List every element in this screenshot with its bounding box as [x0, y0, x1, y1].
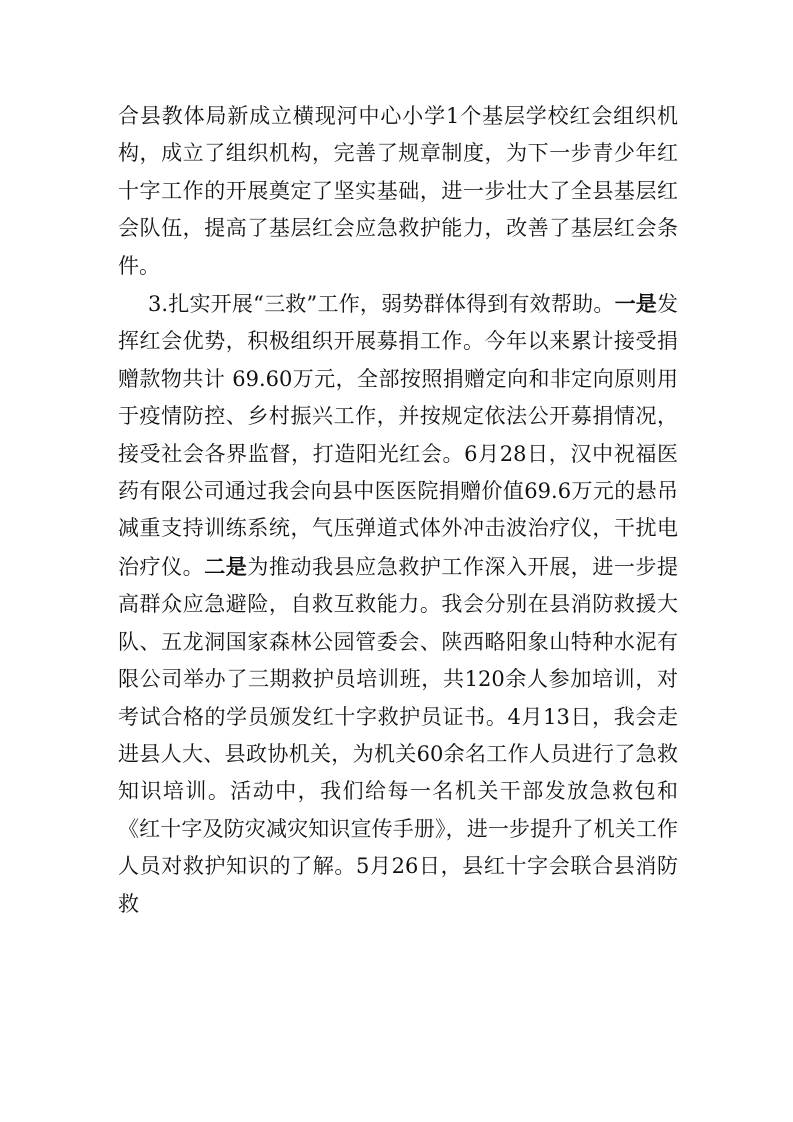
paragraph-continuation	[118, 98, 678, 285]
text-run: 3.扎实开展“三救”工作，弱势群体得到有效帮助。	[148, 292, 615, 317]
text-run: 发挥红会优势，积极组织开展募捐工作。今年以来累计接受捐赠款物共计 69.60万元，全部按照捐赠定向和非定向原则用于疫情防控、乡村振兴工作，并按规定依法公开募捐情况，接受社会各界监督，打造阳光红会。6月28日，汉中祝福医药有限公司通过我会向县中医医院捐赠价值69.6万元的悬吊减重支持训练系统，气压弹道式体外冲击波治疗仪，干扰电治疗仪。	[118, 292, 679, 579]
bold-lead-first: 一是	[614, 291, 658, 317]
text-run: 合县教体局新成立横现河中心小学1个基层学校红会组织机构，成立了组织机构，完善了规章制度，为下一步青少年红十字工作的开展奠定了坚实基础，进一步壮大了全县基层红会队伍，提高了基层红会应急救护能力，改善了基层红会条件。	[118, 104, 678, 278]
bold-lead-second: 二是	[204, 553, 248, 579]
text-run: 为推动我县应急救护工作深入开展，进一步提高群众应急避险，自救互救能力。我会分别在县消防救援大队、五龙洞国家森林公园管委会、陕西略阳象山特种水泥有限公司举办了三期救护员培训班，共120余人参加培训，对考试合格的学员颁发红十字救护员证书。4月13日，我会走进县人大、县政协机关，为机关60余名工作人员进行了急救知识培训。活动中，我们给每一名机关干部发放急救包和《红十字及防灾减灾知识宣传手册》，进一步提升了机关工作人员对救护知识的了解。5月26日，县红十字会联合县消防救	[118, 554, 679, 916]
document-body	[118, 98, 678, 923]
paragraph-three-rescues	[118, 285, 678, 923]
